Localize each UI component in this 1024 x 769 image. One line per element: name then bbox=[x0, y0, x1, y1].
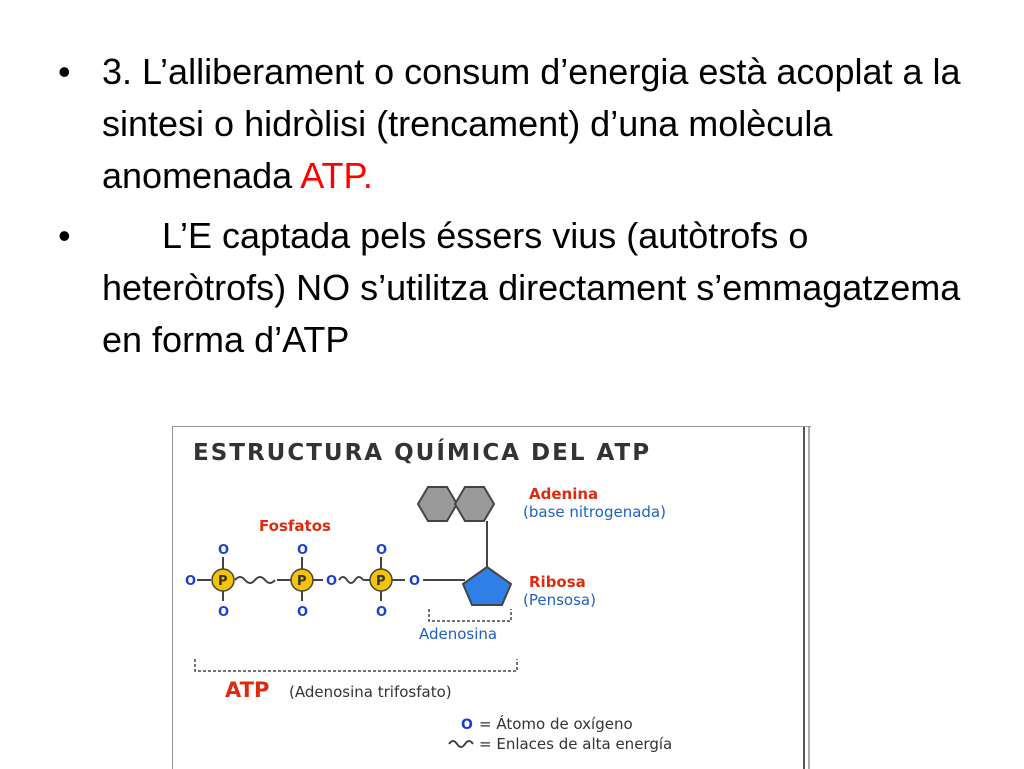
adenine-hexagons bbox=[418, 487, 494, 521]
ribose-label: Ribosa bbox=[529, 573, 586, 591]
oxygen-atom: O bbox=[376, 605, 388, 620]
adenine-label: Adenina bbox=[529, 485, 599, 503]
atp-bracket bbox=[195, 659, 517, 671]
bullet-item-2 bbox=[58, 210, 978, 366]
bullet-marker: • bbox=[58, 51, 71, 92]
phosphate-chain bbox=[185, 543, 465, 620]
oxygen-atom: O bbox=[409, 574, 421, 589]
bullet-2-text: L’E captada pels éssers vius (autòtrofs o heteròtrofs) NO s’utilitza directament s’emmagatzema en forma d’ATP bbox=[102, 215, 961, 360]
adenosine-label: Adenosina bbox=[419, 625, 498, 643]
oxygen-atom: O bbox=[297, 543, 309, 558]
adenine-sub-label: (base nitrogenada) bbox=[523, 503, 666, 521]
bullet-1-text: 3. L’alliberament o consum d’energia està acoplat a la sintesi o hidròlisi (trencament) d’una molècula anomenada bbox=[102, 51, 961, 196]
high-energy-bond bbox=[235, 577, 275, 583]
legend bbox=[449, 714, 672, 753]
legend-oxygen-text: = Átomo de oxígeno bbox=[479, 715, 633, 733]
oxygen-atom: O bbox=[185, 574, 197, 589]
atp-diagram bbox=[173, 427, 811, 769]
diagram-title: ESTRUCTURA QUÍMICA DEL ATP bbox=[193, 440, 652, 466]
phosphate-symbol: P bbox=[297, 574, 307, 589]
phosphates-label: Fosfatos bbox=[259, 517, 331, 535]
oxygen-atom: O bbox=[218, 543, 230, 558]
legend-bond-icon bbox=[449, 741, 473, 747]
legend-oxygen-symbol: O bbox=[461, 717, 473, 733]
oxygen-atom: O bbox=[297, 605, 309, 620]
oxygen-atom: O bbox=[376, 543, 388, 558]
high-energy-bond bbox=[339, 577, 363, 583]
bullet-marker: • bbox=[58, 215, 71, 256]
adenosine-bracket bbox=[429, 609, 511, 621]
legend-bond-text: = Enlaces de alta energía bbox=[479, 735, 673, 753]
ribose-pentagon bbox=[463, 567, 511, 605]
ribose-sub-label: (Pensosa) bbox=[523, 591, 596, 609]
oxygen-atom: O bbox=[218, 605, 230, 620]
atp-label: ATP bbox=[225, 678, 270, 702]
atp-sub-label: (Adenosina trifosfato) bbox=[289, 683, 452, 701]
atp-structure-figure bbox=[172, 426, 811, 769]
bullet-1-highlight: ATP. bbox=[300, 155, 373, 196]
phosphate-symbol: P bbox=[376, 574, 386, 589]
bullet-item-1 bbox=[58, 46, 978, 202]
bullet-list bbox=[58, 46, 978, 366]
oxygen-atom: O bbox=[326, 574, 338, 589]
phosphate-symbol: P bbox=[218, 574, 228, 589]
